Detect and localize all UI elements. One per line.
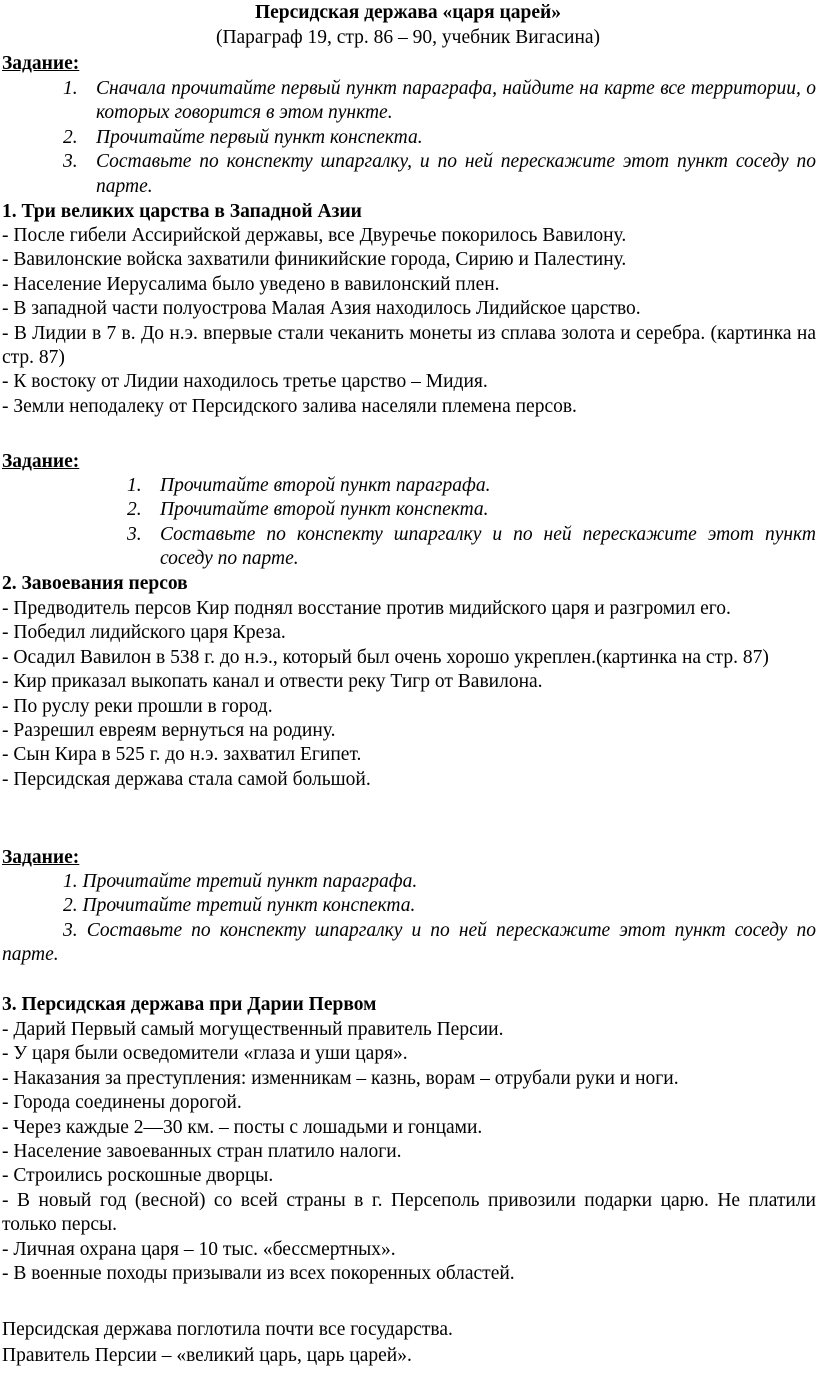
list-item: - Предводитель персов Кир поднял восстание против мидийского царя и разгромил его. (2, 598, 731, 619)
list-item: - Кир приказал выкопать канал и отвести реку Тигр от Вавилона. (2, 671, 543, 693)
conclusion (2, 1318, 816, 1369)
task-item-text: Составьте по конспекту шпаргалку, и по ней перескажите этот пункт соседу по парте. (96, 151, 816, 197)
list-item: - Победил лидийского царя Креза. (2, 622, 286, 644)
list-item: - По руслу реки прошли в город. (2, 695, 273, 717)
task-item-text: Прочитайте первый пункт конспекта. (96, 126, 423, 148)
list-item: - Персидская держава стала самой большой. (2, 768, 371, 790)
task-item (63, 150, 816, 199)
task-item-text: 3. Составьте по конспекту шпаргалку и по ней перескажите этот пункт соседу по парте. (2, 919, 816, 966)
list-item: - В западной части полуострова Малая Азия находилось Лидийское царство. (2, 298, 641, 320)
list-item: - Наказания за преступления: изменникам – казнь, ворам – отрубали руки и ноги. (2, 1067, 679, 1089)
section-heading-3: 3. Персидская держава при Дарии Первом (2, 994, 377, 1015)
task-item: 2. Прочитайте третий пункт конспекта. (63, 895, 416, 917)
section-body-2 (2, 597, 816, 792)
document-subtitle: (Параграф 19, стр. 86 – 90, учебник Вигасина) (215, 27, 601, 48)
task-item (63, 77, 816, 126)
list-item: - Города соединены дорогой. (2, 1092, 242, 1114)
section-heading-2: 2. Завоевания персов (2, 573, 188, 594)
list-item: - К востоку от Лидии находилось третье царство – Мидия. (2, 371, 488, 393)
list-item: - В военные походы призывали из всех покоренных областей. (2, 1263, 515, 1285)
task-item (127, 498, 816, 522)
list-item: - Население Иерусалима было уведено в вавилонский плен. (2, 273, 500, 295)
task-item-number: 1. (63, 78, 78, 99)
list-item: - В Лидии в 7 в. До н.э. впервые стали чеканить монеты из сплава золота и серебра. (картинка на стр. 87) (2, 322, 816, 369)
document-title: Персидская держава «царя царей» (254, 2, 562, 23)
task-item-text: Прочитайте второй пункт параграфа. (160, 475, 491, 496)
task-item-text: Составьте по конспекту шпаргалку и по ней перескажите этот пункт соседу по парте. (160, 523, 816, 570)
list-item: - Население завоеванных стран платило налоги. (2, 1141, 402, 1163)
task-item (127, 523, 816, 572)
list-item: - Осадил Вавилон в 538 г. до н.э., который был очень хорошо укреплен.(картинка на стр. 87) (2, 646, 769, 668)
list-item: - Личная охрана царя – 10 тыс. «бессмертных». (2, 1238, 396, 1260)
list-item: - У царя были осведомители «глаза и уши царя». (2, 1043, 408, 1065)
list-item: - Сын Кира в 525 г. до н.э. захватил Египет. (2, 744, 362, 766)
task-item-number: 1. (127, 475, 142, 496)
list-item: - Дарий Первый самый могущественный правитель Персии. (2, 1019, 504, 1040)
list-item: - Строились роскошные дворцы. (2, 1165, 274, 1187)
task-item-text: Сначала прочитайте первый пункт параграфа, найдите на карте все территории, о которых говорится в этом пункте. (96, 78, 816, 124)
conclusion-line: Персидская держава поглотила почти все государства. (2, 1319, 453, 1340)
list-item: - В новый год (весной) со всей страны в г. Персеполь привозили подарки царю. Не платили только персы. (2, 1189, 816, 1236)
task-item: 1. Прочитайте третий пункт параграфа. (63, 871, 418, 892)
task-item (127, 474, 816, 498)
task-list-2 (127, 474, 816, 572)
task-list-1 (63, 77, 816, 199)
task-heading-3: Задание: (2, 847, 80, 868)
section-heading-1: 1. Три великих царства в Западной Азии (2, 201, 362, 222)
task-item-number: 2. (127, 499, 142, 521)
list-item: - Через каждые 2—30 км. – посты с лошадьми и гонцами. (2, 1116, 483, 1138)
section-body-3 (2, 1018, 816, 1286)
task-heading-2: Задание: (2, 451, 80, 472)
task-item (63, 126, 816, 150)
task-list-3 (2, 870, 816, 968)
task-item-number: 3. (63, 151, 78, 173)
list-item: - После гибели Ассирийской державы, все Двуречье покорилось Вавилону. (2, 225, 627, 246)
section-body-1 (2, 224, 816, 419)
task-item-number: 2. (63, 126, 78, 148)
list-item: - Вавилонские войска захватили финикийские города, Сирию и Палестину. (2, 249, 627, 271)
list-item: - Разрешил евреям вернуться на родину. (2, 720, 336, 742)
list-item: - Земли неподалеку от Персидского залива населяли племена персов. (2, 395, 577, 417)
task-heading-1: Задание: (2, 53, 80, 74)
task-item-number: 3. (127, 523, 142, 545)
task-item-text: Прочитайте второй пункт конспекта. (160, 499, 489, 521)
conclusion-line: Правитель Персии – «великий царь, царь царей». (2, 1345, 412, 1367)
task-item (2, 919, 816, 968)
